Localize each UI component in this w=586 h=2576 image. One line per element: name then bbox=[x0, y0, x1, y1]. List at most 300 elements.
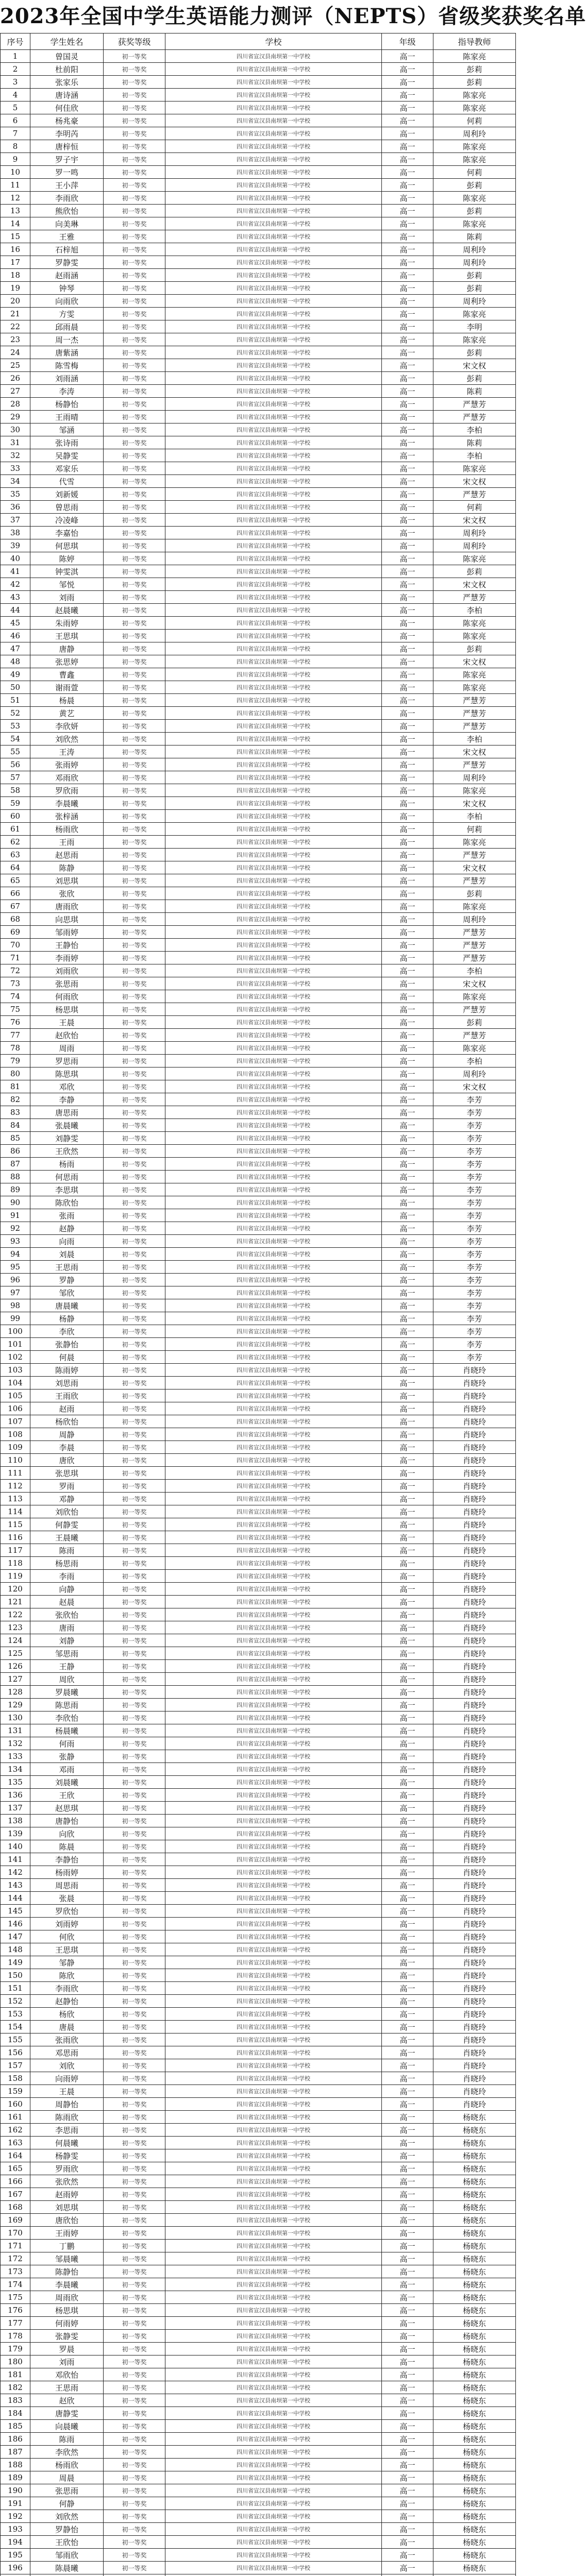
cell-award-level: 初一等奖 bbox=[104, 952, 165, 964]
cell-grade: 高一 bbox=[382, 1106, 433, 1119]
cell-grade: 高一 bbox=[382, 1557, 433, 1570]
cell-index: 7 bbox=[1, 127, 30, 140]
cell-index: 31 bbox=[1, 436, 30, 449]
table-row bbox=[1, 1943, 516, 1956]
cell-grade: 高一 bbox=[382, 2446, 433, 2459]
cell-teacher: 李芳 bbox=[433, 1132, 516, 1145]
cell-index: 114 bbox=[1, 1505, 30, 1518]
table-row bbox=[1, 694, 516, 707]
cell-award-level: 初一等奖 bbox=[104, 2549, 165, 2562]
cell-grade: 高一 bbox=[382, 797, 433, 810]
cell-school: 四川省宣汉县南坝第一中学校 bbox=[165, 269, 382, 282]
cell-index: 185 bbox=[1, 2420, 30, 2433]
table-row bbox=[1, 63, 516, 76]
cell-grade: 高一 bbox=[382, 745, 433, 758]
cell-teacher: 肖晓玲 bbox=[433, 1956, 516, 1969]
cell-index: 67 bbox=[1, 900, 30, 913]
cell-school: 四川省宣汉县南坝第一中学校 bbox=[165, 2497, 382, 2510]
cell-award-level: 初一等奖 bbox=[104, 127, 165, 140]
cell-award-level: 初一等奖 bbox=[104, 1750, 165, 1763]
cell-school: 四川省宣汉县南坝第一中学校 bbox=[165, 2355, 382, 2368]
cell-student-name: 王思雨 bbox=[30, 1261, 104, 1274]
cell-grade: 高一 bbox=[382, 166, 433, 179]
cell-index: 70 bbox=[1, 939, 30, 952]
table-row bbox=[1, 1261, 516, 1274]
cell-award-level: 初一等奖 bbox=[104, 1067, 165, 1080]
cell-index: 5 bbox=[1, 101, 30, 114]
cell-award-level: 初一等奖 bbox=[104, 2536, 165, 2549]
cell-student-name: 张欣然 bbox=[30, 2175, 104, 2188]
cell-award-level: 初一等奖 bbox=[104, 50, 165, 63]
cell-grade: 高一 bbox=[382, 668, 433, 681]
cell-index: 1 bbox=[1, 50, 30, 63]
cell-award-level: 初一等奖 bbox=[104, 2214, 165, 2227]
cell-school: 四川省宣汉县南坝第一中学校 bbox=[165, 1583, 382, 1596]
cell-student-name: 唐静 bbox=[30, 642, 104, 655]
cell-student-name: 王欣然 bbox=[30, 1145, 104, 1158]
cell-award-level: 初一等奖 bbox=[104, 2317, 165, 2330]
cell-award-level: 初一等奖 bbox=[104, 256, 165, 269]
cell-school: 四川省宣汉县南坝第一中学校 bbox=[165, 1171, 382, 1183]
cell-teacher: 宋文权 bbox=[433, 797, 516, 810]
cell-index: 56 bbox=[1, 758, 30, 771]
cell-student-name: 杨欣 bbox=[30, 2008, 104, 2021]
cell-student-name: 赵晨 bbox=[30, 1596, 104, 1608]
cell-index: 118 bbox=[1, 1557, 30, 1570]
cell-teacher: 李芳 bbox=[433, 1235, 516, 1248]
cell-teacher: 杨晓东 bbox=[433, 2497, 516, 2510]
table-row bbox=[1, 1840, 516, 1853]
cell-school: 四川省宣汉县南坝第一中学校 bbox=[165, 475, 382, 488]
cell-grade: 高一 bbox=[382, 1467, 433, 1480]
cell-teacher: 肖晓玲 bbox=[433, 1583, 516, 1596]
table-row bbox=[1, 488, 516, 501]
cell-student-name: 向雨婷 bbox=[30, 2072, 104, 2085]
cell-teacher: 杨晓东 bbox=[433, 2240, 516, 2252]
table-row bbox=[1, 900, 516, 913]
cell-grade: 高一 bbox=[382, 527, 433, 539]
cell-index: 168 bbox=[1, 2201, 30, 2214]
cell-award-level: 初一等奖 bbox=[104, 2072, 165, 2085]
cell-award-level: 初一等奖 bbox=[104, 153, 165, 166]
cell-student-name: 向静 bbox=[30, 1583, 104, 1596]
cell-teacher: 宋文权 bbox=[433, 578, 516, 591]
cell-award-level bbox=[104, 2574, 165, 2576]
cell-award-level: 初一等奖 bbox=[104, 2162, 165, 2175]
cell-grade: 高一 bbox=[382, 1737, 433, 1750]
cell-index: 24 bbox=[1, 346, 30, 359]
table-row bbox=[1, 2072, 516, 2085]
cell-school: 四川省宣汉县南坝第一中学校 bbox=[165, 320, 382, 333]
cell-school: 四川省宣汉县南坝第一中学校 bbox=[165, 1505, 382, 1518]
cell-award-level: 初一等奖 bbox=[104, 1647, 165, 1660]
cell-grade: 高一 bbox=[382, 1840, 433, 1853]
cell-grade: 高一 bbox=[382, 1866, 433, 1879]
cell-school: 四川省宣汉县南坝第一中学校 bbox=[165, 1879, 382, 1892]
table-row bbox=[1, 1660, 516, 1673]
cell-index: 129 bbox=[1, 1699, 30, 1711]
cell-index: 71 bbox=[1, 952, 30, 964]
cell-grade: 高一 bbox=[382, 1686, 433, 1699]
cell-teacher: 杨晓东 bbox=[433, 2188, 516, 2201]
cell-student-name: 邓思雨 bbox=[30, 2046, 104, 2059]
cell-school: 四川省宣汉县南坝第一中学校 bbox=[165, 179, 382, 192]
cell-grade: 高一 bbox=[382, 101, 433, 114]
cell-index: 163 bbox=[1, 2137, 30, 2149]
cell-index: 25 bbox=[1, 359, 30, 372]
page-title: 2023年全国中学生英语能力测评（NEPTS）省级奖获奖名单 bbox=[0, 4, 586, 28]
cell-teacher: 李柏 bbox=[433, 1055, 516, 1067]
cell-student-name: 熊欣怡 bbox=[30, 205, 104, 217]
cell-teacher: 肖晓玲 bbox=[433, 1827, 516, 1840]
table-row bbox=[1, 89, 516, 101]
cell-school: 四川省宣汉县南坝第一中学校 bbox=[165, 282, 382, 295]
table-row bbox=[1, 1441, 516, 1454]
cell-school: 四川省宣汉县南坝第一中学校 bbox=[165, 655, 382, 668]
cell-index: 134 bbox=[1, 1763, 30, 1776]
cell-teacher: 李芳 bbox=[433, 1171, 516, 1183]
cell-teacher: 严慧芳 bbox=[433, 720, 516, 733]
table-row bbox=[1, 333, 516, 346]
cell-index: 83 bbox=[1, 1106, 30, 1119]
cell-award-level: 初一等奖 bbox=[104, 1106, 165, 1119]
cell-index: 39 bbox=[1, 539, 30, 552]
cell-award-level: 初一等奖 bbox=[104, 179, 165, 192]
cell-student-name: 罗静雯 bbox=[30, 256, 104, 269]
cell-teacher: 严慧芳 bbox=[433, 694, 516, 707]
cell-grade: 高一 bbox=[382, 308, 433, 320]
cell-teacher: 周利玲 bbox=[433, 539, 516, 552]
cell-student-name: 李欣妍 bbox=[30, 720, 104, 733]
cell-teacher: 肖晓玲 bbox=[433, 1673, 516, 1686]
table-row bbox=[1, 1557, 516, 1570]
cell-index: 92 bbox=[1, 1222, 30, 1235]
cell-award-level: 初一等奖 bbox=[104, 2033, 165, 2046]
table-row bbox=[1, 2497, 516, 2510]
cell-teacher: 严慧芳 bbox=[433, 926, 516, 939]
table-row bbox=[1, 887, 516, 900]
cell-student-name: 李晨曦 bbox=[30, 2278, 104, 2291]
cell-school: 四川省宣汉县南坝第一中学校 bbox=[165, 295, 382, 308]
cell-teacher: 陈莉 bbox=[433, 436, 516, 449]
cell-award-level: 初一等奖 bbox=[104, 887, 165, 900]
cell-grade: 高一 bbox=[382, 1016, 433, 1029]
cell-index: 132 bbox=[1, 1737, 30, 1750]
cell-teacher: 李芳 bbox=[433, 1248, 516, 1261]
cell-index: 171 bbox=[1, 2240, 30, 2252]
cell-award-level: 初一等奖 bbox=[104, 2381, 165, 2394]
cell-school: 四川省宣汉县南坝第一中学校 bbox=[165, 1351, 382, 1364]
cell-school: 四川省宣汉县南坝第一中学校 bbox=[165, 565, 382, 578]
cell-teacher: 肖晓玲 bbox=[433, 1763, 516, 1776]
cell-school: 四川省宣汉县南坝第一中学校 bbox=[165, 836, 382, 849]
table-row bbox=[1, 2510, 516, 2523]
cell-index: 16 bbox=[1, 243, 30, 256]
cell-index: 141 bbox=[1, 1853, 30, 1866]
cell-award-level: 初一等奖 bbox=[104, 2175, 165, 2188]
cell-student-name: 王雅 bbox=[30, 230, 104, 243]
table-row bbox=[1, 1544, 516, 1557]
cell-teacher: 彭莉 bbox=[433, 887, 516, 900]
cell-student-name: 杨静 bbox=[30, 1312, 104, 1325]
cell-award-level: 初一等奖 bbox=[104, 1415, 165, 1428]
table-row bbox=[1, 539, 516, 552]
cell-student-name: 李嘉怡 bbox=[30, 527, 104, 539]
cell-student-name: 杨晨曦 bbox=[30, 1724, 104, 1737]
cell-index: 107 bbox=[1, 1415, 30, 1428]
table-body bbox=[1, 50, 516, 2576]
cell-award-level: 初一等奖 bbox=[104, 2265, 165, 2278]
cell-teacher: 宋文权 bbox=[433, 861, 516, 874]
cell-teacher: 肖晓玲 bbox=[433, 1467, 516, 1480]
cell-school: 四川省宣汉县南坝第一中学校 bbox=[165, 2149, 382, 2162]
cell-teacher: 肖晓玲 bbox=[433, 1892, 516, 1905]
table-row bbox=[1, 1802, 516, 1815]
cell-grade: 高一 bbox=[382, 1905, 433, 1918]
table-row bbox=[1, 2317, 516, 2330]
cell-award-level: 初一等奖 bbox=[104, 758, 165, 771]
table-row bbox=[1, 964, 516, 977]
cell-award-level: 初一等奖 bbox=[104, 1827, 165, 1840]
table-row bbox=[1, 2394, 516, 2407]
cell-grade: 高一 bbox=[382, 707, 433, 720]
cell-student-name: 黄艺 bbox=[30, 707, 104, 720]
cell-school: 四川省宣汉县南坝第一中学校 bbox=[165, 900, 382, 913]
cell-index: 191 bbox=[1, 2497, 30, 2510]
table-row bbox=[1, 874, 516, 887]
cell-award-level: 初一等奖 bbox=[104, 462, 165, 475]
table-row bbox=[1, 1145, 516, 1158]
cell-school: 四川省宣汉县南坝第一中学校 bbox=[165, 346, 382, 359]
cell-student-name: 邹晨曦 bbox=[30, 2252, 104, 2265]
cell-grade: 高一 bbox=[382, 333, 433, 346]
cell-grade: 高一 bbox=[382, 1364, 433, 1377]
cell-student-name: 周欣 bbox=[30, 1673, 104, 1686]
cell-award-level: 初一等奖 bbox=[104, 475, 165, 488]
cell-school: 四川省宣汉县南坝第一中学校 bbox=[165, 1789, 382, 1802]
cell-grade: 高一 bbox=[382, 642, 433, 655]
cell-student-name: 唐雨 bbox=[30, 1621, 104, 1634]
cell-index: 188 bbox=[1, 2459, 30, 2471]
cell-school: 四川省宣汉县南坝第一中学校 bbox=[165, 1711, 382, 1724]
cell-school: 四川省宣汉县南坝第一中学校 bbox=[165, 1209, 382, 1222]
cell-award-level: 初一等奖 bbox=[104, 76, 165, 89]
cell-teacher: 周利玲 bbox=[433, 243, 516, 256]
cell-school: 四川省宣汉县南坝第一中学校 bbox=[165, 2420, 382, 2433]
cell-grade: 高一 bbox=[382, 2188, 433, 2201]
cell-index: 49 bbox=[1, 668, 30, 681]
cell-award-level: 初一等奖 bbox=[104, 1531, 165, 1544]
cell-student-name: 张静怡 bbox=[30, 1338, 104, 1351]
cell-index: 89 bbox=[1, 1183, 30, 1196]
cell-school: 四川省宣汉县南坝第一中学校 bbox=[165, 114, 382, 127]
cell-grade: 高一 bbox=[382, 1235, 433, 1248]
cell-school: 四川省宣汉县南坝第一中学校 bbox=[165, 1673, 382, 1686]
cell-teacher: 肖晓玲 bbox=[433, 1711, 516, 1724]
cell-school: 四川省宣汉县南坝第一中学校 bbox=[165, 1570, 382, 1583]
cell-grade: 高一 bbox=[382, 1995, 433, 2008]
table-row bbox=[1, 1608, 516, 1621]
cell-award-level: 初一等奖 bbox=[104, 2227, 165, 2240]
cell-grade: 高一 bbox=[382, 681, 433, 694]
cell-grade: 高一 bbox=[382, 1196, 433, 1209]
cell-award-level: 初一等奖 bbox=[104, 1763, 165, 1776]
cell-school: 四川省宣汉县南坝第一中学校 bbox=[165, 926, 382, 939]
cell-grade: 高一 bbox=[382, 1286, 433, 1299]
cell-award-level: 初一等奖 bbox=[104, 784, 165, 797]
cell-teacher: 李芳 bbox=[433, 1222, 516, 1235]
cell-student-name: 刘雨婷 bbox=[30, 1918, 104, 1930]
cell-school: 四川省宣汉县南坝第一中学校 bbox=[165, 952, 382, 964]
cell-grade: 高一 bbox=[382, 1441, 433, 1454]
cell-school: 四川省宣汉县南坝第一中学校 bbox=[165, 127, 382, 140]
table-row bbox=[1, 2059, 516, 2072]
cell-index: 9 bbox=[1, 153, 30, 166]
cell-teacher: 肖晓玲 bbox=[433, 1441, 516, 1454]
table-row bbox=[1, 1493, 516, 1505]
cell-student-name: 刘欣怡 bbox=[30, 1505, 104, 1518]
cell-school: 四川省宣汉县南坝第一中学校 bbox=[165, 411, 382, 423]
cell-school: 四川省宣汉县南坝第一中学校 bbox=[165, 1042, 382, 1055]
table-row bbox=[1, 359, 516, 372]
cell-index: 112 bbox=[1, 1480, 30, 1493]
cell-index: 2 bbox=[1, 63, 30, 76]
cell-index: 128 bbox=[1, 1686, 30, 1699]
cell-grade: 高一 bbox=[382, 114, 433, 127]
table-row bbox=[1, 1080, 516, 1093]
table-row bbox=[1, 1789, 516, 1802]
cell-grade: 高一 bbox=[382, 1338, 433, 1351]
table-row bbox=[1, 1183, 516, 1196]
cell-index: 158 bbox=[1, 2072, 30, 2085]
cell-student-name: 张思婷 bbox=[30, 655, 104, 668]
cell-index: 102 bbox=[1, 1351, 30, 1364]
cell-award-level: 初一等奖 bbox=[104, 2471, 165, 2484]
cell-teacher: 周利玲 bbox=[433, 771, 516, 784]
cell-teacher: 肖晓玲 bbox=[433, 1789, 516, 1802]
table-row bbox=[1, 784, 516, 797]
cell-grade: 高一 bbox=[382, 1608, 433, 1621]
cell-grade bbox=[382, 2574, 433, 2576]
cell-index: 48 bbox=[1, 655, 30, 668]
cell-grade: 高一 bbox=[382, 758, 433, 771]
cell-school: 四川省宣汉县南坝第一中学校 bbox=[165, 385, 382, 398]
cell-school: 四川省宣汉县南坝第一中学校 bbox=[165, 2484, 382, 2497]
table-row bbox=[1, 256, 516, 269]
cell-grade: 高一 bbox=[382, 127, 433, 140]
cell-index: 15 bbox=[1, 230, 30, 243]
cell-student-name: 王晨 bbox=[30, 2085, 104, 2098]
cell-teacher: 陈家亮 bbox=[433, 784, 516, 797]
table-row bbox=[1, 398, 516, 411]
cell-index: 111 bbox=[1, 1467, 30, 1480]
cell-index: 137 bbox=[1, 1802, 30, 1815]
cell-school: 四川省宣汉县南坝第一中学校 bbox=[165, 2124, 382, 2137]
cell-award-level: 初一等奖 bbox=[104, 874, 165, 887]
cell-award-level: 初一等奖 bbox=[104, 1055, 165, 1067]
cell-teacher: 严慧芳 bbox=[433, 411, 516, 423]
cell-school: 四川省宣汉县南坝第一中学校 bbox=[165, 2240, 382, 2252]
cell-student-name: 向雨 bbox=[30, 1235, 104, 1248]
table-row bbox=[1, 1879, 516, 1892]
cell-award-level: 初一等奖 bbox=[104, 1995, 165, 2008]
cell-student-name: 罗雨欣 bbox=[30, 2162, 104, 2175]
cell-index: 38 bbox=[1, 527, 30, 539]
cell-student-name: 何佳欣 bbox=[30, 101, 104, 114]
cell-index: 51 bbox=[1, 694, 30, 707]
table-row bbox=[1, 243, 516, 256]
cell-school: 四川省宣汉县南坝第一中学校 bbox=[165, 140, 382, 153]
cell-grade: 高一 bbox=[382, 2137, 433, 2149]
cell-school: 四川省宣汉县南坝第一中学校 bbox=[165, 745, 382, 758]
cell-student-name: 丁鹏 bbox=[30, 2240, 104, 2252]
cell-school: 四川省宣汉县南坝第一中学校 bbox=[165, 990, 382, 1003]
cell-award-level: 初一等奖 bbox=[104, 1570, 165, 1583]
cell-school: 四川省宣汉县南坝第一中学校 bbox=[165, 1377, 382, 1389]
table-row bbox=[1, 1016, 516, 1029]
cell-school: 四川省宣汉县南坝第一中学校 bbox=[165, 101, 382, 114]
cell-award-level: 初一等奖 bbox=[104, 1660, 165, 1673]
cell-award-level: 初一等奖 bbox=[104, 1119, 165, 1132]
cell-school: 四川省宣汉县南坝第一中学校 bbox=[165, 668, 382, 681]
table-row bbox=[1, 462, 516, 475]
cell-grade: 高一 bbox=[382, 282, 433, 295]
cell-index: 184 bbox=[1, 2407, 30, 2420]
cell-award-level: 初一等奖 bbox=[104, 1930, 165, 1943]
cell-award-level: 初一等奖 bbox=[104, 2201, 165, 2214]
cell-award-level: 初一等奖 bbox=[104, 2459, 165, 2471]
cell-index: 166 bbox=[1, 2175, 30, 2188]
table-row bbox=[1, 617, 516, 630]
cell-award-level: 初一等奖 bbox=[104, 1132, 165, 1145]
cell-student-name: 李雨欣 bbox=[30, 192, 104, 205]
cell-grade: 高一 bbox=[382, 243, 433, 256]
table-row bbox=[1, 913, 516, 926]
cell-grade: 高一 bbox=[382, 2124, 433, 2137]
cell-teacher: 杨晓东 bbox=[433, 2330, 516, 2343]
cell-student-name: 何欣 bbox=[30, 1930, 104, 1943]
cell-grade: 高一 bbox=[382, 2471, 433, 2484]
cell-award-level: 初一等奖 bbox=[104, 990, 165, 1003]
cell-teacher: 宋文权 bbox=[433, 1080, 516, 1093]
table-row bbox=[1, 720, 516, 733]
table-row bbox=[1, 1325, 516, 1338]
cell-index: 22 bbox=[1, 320, 30, 333]
cell-award-level: 初一等奖 bbox=[104, 1956, 165, 1969]
table-row bbox=[1, 1930, 516, 1943]
cell-index: 6 bbox=[1, 114, 30, 127]
cell-teacher: 李芳 bbox=[433, 1338, 516, 1351]
cell-award-level: 初一等奖 bbox=[104, 926, 165, 939]
table-row bbox=[1, 114, 516, 127]
cell-school: 四川省宣汉县南坝第一中学校 bbox=[165, 552, 382, 565]
cell-award-level: 初一等奖 bbox=[104, 1364, 165, 1377]
cell-teacher: 杨晓东 bbox=[433, 2343, 516, 2355]
cell-school: 四川省宣汉县南坝第一中学校 bbox=[165, 2214, 382, 2227]
cell-teacher: 严慧芳 bbox=[433, 398, 516, 411]
cell-school: 四川省宣汉县南坝第一中学校 bbox=[165, 1222, 382, 1235]
cell-school: 四川省宣汉县南坝第一中学校 bbox=[165, 1892, 382, 1905]
cell-award-level: 初一等奖 bbox=[104, 1145, 165, 1158]
cell-school: 四川省宣汉县南坝第一中学校 bbox=[165, 501, 382, 514]
cell-teacher: 肖晓玲 bbox=[433, 1840, 516, 1853]
cell-student-name: 刘雨 bbox=[30, 2355, 104, 2368]
cell-grade: 高一 bbox=[382, 217, 433, 230]
cell-award-level: 初一等奖 bbox=[104, 1943, 165, 1956]
cell-grade: 高一 bbox=[382, 836, 433, 849]
cell-award-level: 初一等奖 bbox=[104, 2291, 165, 2304]
table-row bbox=[1, 1067, 516, 1080]
